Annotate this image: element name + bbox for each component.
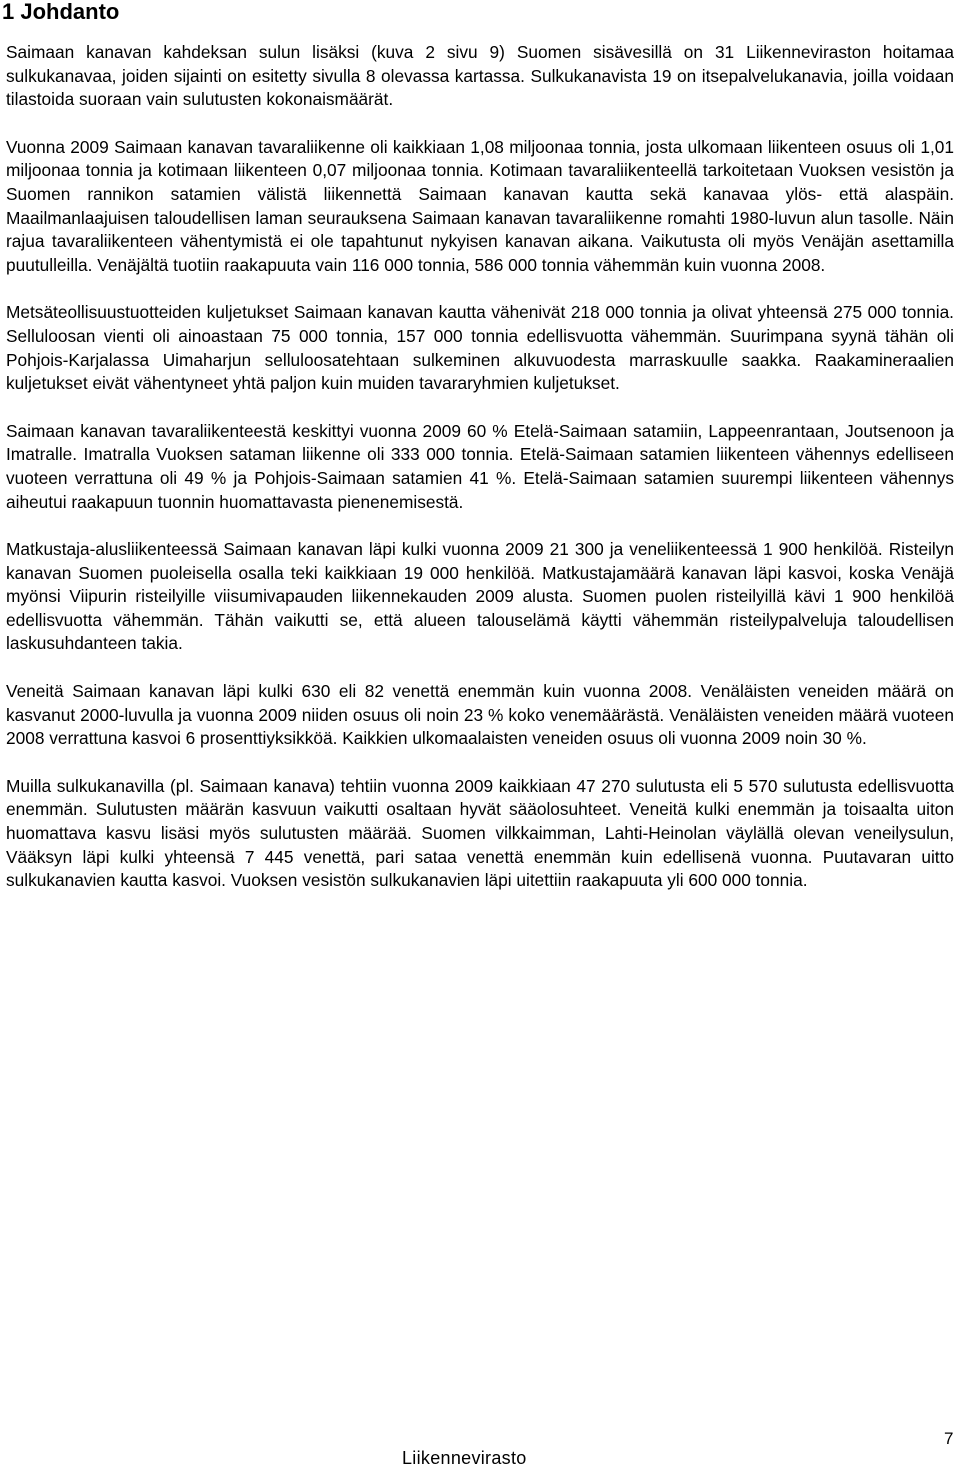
paragraph-freight-traffic: Vuonna 2009 Saimaan kanavan tavaraliikenne oli kaikkiaan 1,08 miljoonaa tonnia, josta ulkomaan liikenteen osuus oli 1,01 miljoonaa tonnia ja kotimaan liikenteen 0,07 miljoonaa tonnia. Kotimaan tavaraliikenteellä tarkoitetaan Vuoksen vesistön ja Suomen rannikon satamien välistä liikennettä Saimaan kanavan kautta sekä kanavaa ylös- että alaspäin. Maailmanlaajuisen taloudellisen laman seurauksena Saimaan kanavan tavaraliikenne romahti 1980-luvun alun tasolle. Näin rajua tavaraliikenteen vähentymistä ei ole tapahtunut nykyisen kanavan aikana. Vaikutusta oli myös Venäjän asettamilla puutulleilla. Venäjältä tuotiin raakapuuta vain 116 000 tonnia, 586 000 tonnia vähemmän kuin vuonna 2008. [6,136,954,275]
paragraph-ports: Saimaan kanavan tavaraliikenteestä keskittyi vuonna 2009 60 % Etelä-Saimaan satamiin, Lappeenrantaan, Joutsenoon ja Imatralle. Imatralla Vuoksen sataman liikenne oli 333 000 tonnia. Etelä-Saimaan satamien liikenteen vähennys edelliseen vuoteen verrattuna oli 49 % ja Pohjois-Saimaan satamien 41 %. Etelä-Saimaan satamien suurempi liikenteen vähennys aiheutui raakapuun tuonnin huomattavasta pienenemisestä. [6,420,954,512]
paragraph-intro: Saimaan kanavan kahdeksan sulun lisäksi (kuva 2 sivu 9) Suomen sisävesillä on 31 Liikenneviraston hoitamaa sulkukanavaa, joiden sijainti on esitetty sivulla 8 olevassa kartassa. Sulkukanavista 19 on itsepalvelukanavia, joilla voidaan tilastoida suoraan vain sulutusten kokonaismäärät. [6,42,954,110]
footer-brand: Liikennevirasto [402,1448,527,1468]
section-heading: 1 Johdanto [2,0,120,24]
paragraph-other-canals: Muilla sulkukanavilla (pl. Saimaan kanava) tehtiin vuonna 2009 kaikkiaan 47 270 sulutusta eli 5 570 sulutusta edellisvuotta enemmän. Sulutusten määrän kasvuun vaikutti osaltaan hyvät sääolosuhteet. Veneitä kulki enemmän ja toisaalta uiton huomattava kasvu lisäsi myös sulutusten määrää. Suomen vilkkaimman, Lahti-Heinolan väylällä olevan veneilysulun, Vääksyn läpi kulki yhteensä 7 445 venettä, pari sataa venettä enemmän kuin edellisenä vuonna. Puutavaran uitto sulkukanavien kautta kasvoi. Vuoksen vesistön sulkukanavien läpi uitettiin raakapuuta yli 600 000 tonnia. [6,775,954,891]
paragraph-forest-products: Metsäteollisuustuotteiden kuljetukset Saimaan kanavan kautta vähenivät 218 000 tonnia ja olivat yhteensä 275 000 tonnia. Selluloosan vienti oli ainoastaan 75 000 tonnia, 157 000 tonnia edellisvuotta vähemmän. Suurimpana syynä tähän oli Pohjois-Karjalassa Uimaharjun selluloosatehtaan sulkeminen alkuvuodesta marraskuulle saakka. Raakamineraalien kuljetukset eivät vähentyneet yhtä paljon kuin muiden tavararyhmien kuljetukset. [6,302,954,394]
body-text [6,41,954,917]
paragraph-boats: Veneitä Saimaan kanavan läpi kulki 630 eli 82 venettä enemmän kuin vuonna 2008. Venäläisten veneiden määrä on kasvanut 2000-luvulla ja vuonna 2009 niiden osuus oli noin 23 % koko venemäärästä. Venäläisten veneiden määrä vuoteen 2008 verrattuna kasvoi 6 prosenttiyksikköä. Kaikkien ulkomaalaisten veneiden osuus oli vuonna 2009 noin 30 %. [6,681,954,749]
page-number: 7 [944,1429,954,1448]
paragraph-passenger-traffic: Matkustaja-alusliikenteessä Saimaan kanavan läpi kulki vuonna 2009 21 300 ja veneliikenteessä 1 900 henkilöä. Risteilyn kanavan Suomen puoleisella osalla teki kaikkiaan 19 000 henkilöä. Matkustajamäärä kanavan läpi kasvoi, koska Venäjä myönsi Viipurin risteilyille viisumivapauden liikennekauden 2009 alusta. Suomen puolen risteilyillä kävi 1 900 henkilöä edellisvuotta vähemmän. Tähän vaikutti se, että alueen talouselämä käytti vähemmän risteilypalveluja taloudellisen laskusuhdanteen takia. [6,539,954,654]
